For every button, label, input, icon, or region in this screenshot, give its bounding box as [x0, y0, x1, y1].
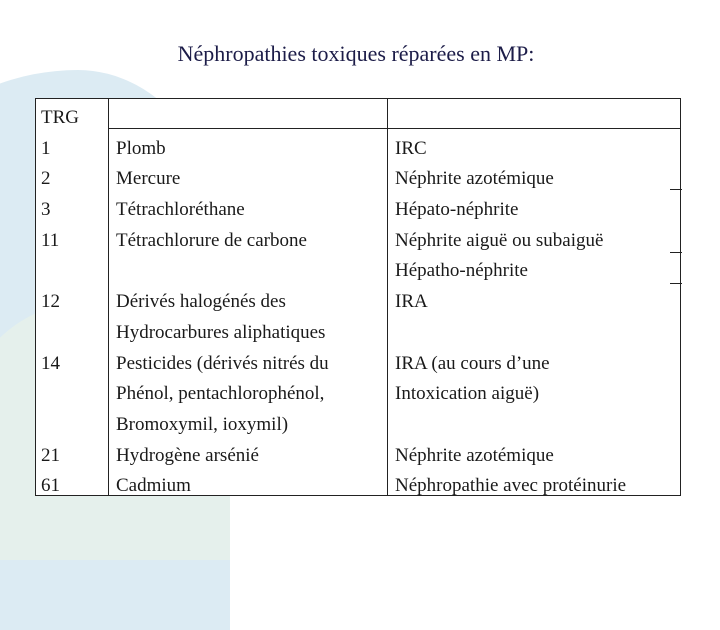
- row-tick: [670, 189, 682, 190]
- agent-cell: Dérivés halogénés des: [116, 291, 286, 313]
- effect-cell: IRA: [395, 291, 428, 313]
- column-divider-1: [108, 99, 109, 495]
- agent-cell: Bromoxymil, ioxymil): [116, 413, 289, 435]
- effect-cell: IRC: [395, 137, 427, 159]
- trg-cell: [41, 379, 79, 410]
- effect-cell: [395, 103, 626, 134]
- slide-title: Néphropathies toxiques réparées en MP:: [177, 41, 535, 66]
- effect-cell: IRA (au cours d’une: [395, 352, 550, 374]
- effect-cell: Néphrite aiguë ou subaiguë: [395, 229, 604, 251]
- effect-cell: Néphrite azotémique: [395, 168, 554, 190]
- effect-cell: [395, 318, 626, 349]
- effect-cell: Intoxication aiguë): [395, 383, 540, 405]
- agent-column: [116, 103, 329, 502]
- trg-cell: TRG: [41, 107, 79, 128]
- agent-cell: Pesticides (dérivés nitrés du: [116, 352, 329, 374]
- agent-cell: Hydrocarbures aliphatiques: [116, 321, 326, 343]
- effect-column: [395, 103, 626, 502]
- agent-cell: Plomb: [116, 137, 166, 159]
- effect-cell: Néphrite azotémique: [395, 444, 554, 466]
- trg-cell: 2: [41, 168, 51, 190]
- trg-cell: [41, 318, 79, 349]
- effect-cell: Néphropathie avec protéinurie: [395, 475, 627, 497]
- agent-cell: Tétrachloréthane: [116, 199, 245, 221]
- trg-cell: 21: [41, 444, 60, 466]
- trg-cell: 14: [41, 352, 60, 374]
- trg-column: [41, 103, 79, 502]
- agent-cell: Cadmium: [116, 475, 191, 497]
- row-tick: [670, 252, 682, 253]
- trg-cell: [41, 410, 79, 441]
- trg-cell: 3: [41, 199, 51, 221]
- trg-cell: 11: [41, 229, 60, 251]
- agent-cell: [116, 256, 329, 287]
- effect-cell: Hépato-néphrite: [395, 199, 519, 221]
- agent-cell: Mercure: [116, 168, 181, 190]
- trg-cell: 12: [41, 291, 60, 313]
- effect-cell: [395, 410, 626, 441]
- agent-cell: Hydrogène arsénié: [116, 444, 259, 466]
- toxic-nephropathy-table: [35, 98, 681, 496]
- agent-cell: [116, 103, 329, 134]
- trg-cell: [41, 256, 79, 287]
- column-divider-2: [387, 99, 388, 495]
- agent-cell: Tétrachlorure de carbone: [116, 229, 307, 251]
- trg-cell: 61: [41, 475, 60, 497]
- agent-cell: Phénol, pentachlorophénol,: [116, 383, 325, 405]
- trg-cell: 1: [41, 137, 51, 159]
- row-tick: [670, 283, 682, 284]
- effect-cell: Hépatho-néphrite: [395, 260, 528, 282]
